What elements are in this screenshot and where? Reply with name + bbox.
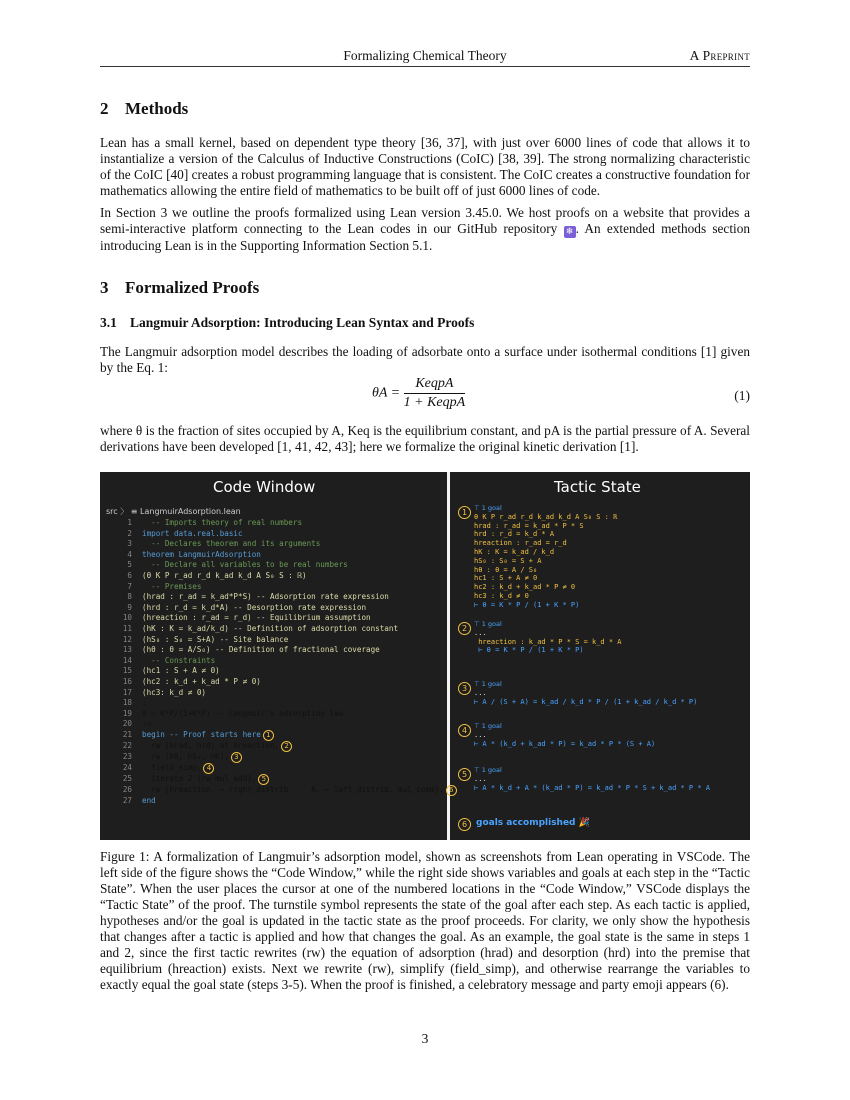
- step-badge-4: 4: [458, 724, 471, 737]
- code-line[interactable]: [106, 571, 457, 582]
- code-line[interactable]: [106, 719, 457, 730]
- code-line[interactable]: [106, 592, 457, 603]
- code-text: iterate 2 {rw mul_add},: [142, 773, 257, 783]
- line-number: 27: [122, 795, 132, 805]
- tactic-line: ⊢ A / (S + A) = k_ad / k_d * P / (1 + k_ad / k_d * P): [474, 697, 698, 706]
- line-number: 15: [122, 666, 132, 676]
- tactic-state-block: [474, 766, 710, 792]
- code-text: -- Imports theory of real numbers: [142, 518, 303, 527]
- tactic-line: hrad : r_ad = k_ad * P * S: [474, 521, 584, 530]
- code-line[interactable]: [106, 603, 457, 614]
- step-badge-2: 2: [458, 622, 471, 635]
- equation-lhs: θA =: [372, 385, 401, 401]
- line-number: 13: [122, 645, 132, 655]
- tactic-line: ...: [474, 628, 487, 637]
- tactic-line: hS₀ : S₀ = S + A: [474, 556, 542, 565]
- methods-paragraph-1: Lean has a small kernel, based on dependent type theory [36, 37], with just over 6000 lines of code that allows it to instantialize a version of the Calculus of Inductive Constructions (CoIC) [38, 39]. The strong normalizing characteristic of the CoIC [40] creates a robust programming language that is consistent. The CoIC creates a constructive foundation for mathematics allowing the entire field of mathematics to be built off of just 6000 lines of code.: [100, 135, 751, 198]
- code-text: -- Declares theorem and its arguments: [142, 539, 321, 549]
- code-line[interactable]: [106, 677, 457, 688]
- goal-count: ⊤ 1 goal: [474, 766, 502, 774]
- section-methods-heading: 2 Methods: [100, 99, 189, 118]
- code-line[interactable]: [106, 688, 457, 699]
- equation-denominator: 1 + KeqpA: [403, 395, 466, 410]
- line-number: 19: [122, 708, 132, 718]
- code-text: rw [hθ, hS₀, hK],: [142, 751, 229, 761]
- code-text: (hc1 : S + A ≠ 0): [142, 666, 220, 676]
- step-badge-3: 3: [231, 752, 242, 763]
- tactic-line: ⊢ A * k_d + A * (k_ad * P) = k_ad * P * S + k_ad * P * A: [474, 783, 711, 792]
- code-line[interactable]: [106, 741, 457, 752]
- code-line[interactable]: [106, 709, 457, 720]
- goals-accomplished-message: goals accomplished 🎉: [476, 818, 590, 828]
- line-number: 22: [122, 740, 132, 750]
- code-text: :=: [142, 719, 152, 729]
- code-text: -- Declare all variables to be real numbers: [142, 560, 348, 570]
- code-line[interactable]: [106, 635, 457, 646]
- code-line[interactable]: [106, 582, 457, 593]
- step-badge-6: 6: [458, 818, 471, 831]
- tactic-line: ...: [474, 688, 487, 697]
- tactic-line: hθ : θ = A / S₀: [474, 565, 538, 574]
- step-badge-2: 2: [281, 741, 292, 752]
- tactic-line: ⊢ θ = K * P / (1 + K * P): [474, 600, 580, 609]
- code-line[interactable]: [106, 785, 457, 796]
- tactic-line: hreaction : k_ad * P * S = k_d * A: [474, 637, 622, 646]
- code-text: -- Constraints: [142, 655, 216, 665]
- line-number: 7: [127, 581, 132, 591]
- code-line[interactable]: [106, 539, 457, 550]
- code-line[interactable]: [106, 550, 457, 561]
- line-number: 21: [122, 729, 132, 739]
- methods-paragraph-2: In Section 3 we outline the proofs formalized using Lean version 3.45.0. We host proofs on a website that provides a semi-interactive platform connecting to the Lean codes in our GitHub repository ❄ . An extended methods section introducing Lean is in the Supporting Information Section 5.1.: [100, 205, 751, 253]
- line-number: 17: [122, 687, 132, 697]
- line-number: 12: [122, 634, 132, 644]
- tactic-line: ⊢ A * (k_d + k_ad * P) = k_ad * P * (S + A): [474, 739, 656, 748]
- tactic-line: θ K P r_ad r_d k_ad k_d A S₀ S : ℝ: [474, 512, 618, 521]
- goal-count: ⊤ 1 goal: [474, 504, 502, 512]
- file-breadcrumb[interactable]: src 〉 ≡ LangmuirAdsorption.lean: [106, 507, 241, 516]
- line-number: 25: [122, 773, 132, 783]
- langmuir-intro-paragraph: The Langmuir adsorption model describes the loading of adsorbate onto a surface under isothermal conditions [1] given by the Eq. 1:: [100, 344, 750, 375]
- code-text: (hrd : r_d = k_d*A) -- Desorption rate expression: [142, 602, 367, 612]
- header-preprint: A Preprint: [689, 48, 750, 63]
- code-text: (hrad : r_ad = k_ad*P*S) -- Adsorption rate expression: [142, 592, 389, 602]
- running-header: [100, 48, 750, 66]
- code-line[interactable]: [106, 666, 457, 677]
- equation-numerator: KeqpA: [404, 376, 466, 394]
- code-text: -- Premises: [142, 581, 202, 591]
- goal-count: ⊤ 1 goal: [474, 722, 502, 730]
- code-line[interactable]: [106, 529, 457, 540]
- tactic-state-block: [474, 722, 655, 748]
- tactic-line: ...: [474, 774, 487, 783]
- equation-1: [100, 376, 750, 416]
- line-number: 24: [122, 762, 132, 772]
- code-text: (hS₀ : S₀ = S+A) -- Site balance: [142, 634, 289, 644]
- tactic-line: hc1 : S + A ≠ 0: [474, 574, 538, 583]
- code-text: (hc3: k_d ≠ 0): [142, 687, 207, 697]
- line-number: 10: [122, 613, 132, 623]
- code-line[interactable]: [106, 518, 457, 529]
- tactic-state-block: [474, 620, 622, 655]
- line-number: 14: [122, 655, 132, 665]
- code-text: import data.real.basic: [142, 528, 243, 538]
- line-number: 18: [122, 698, 132, 708]
- code-line[interactable]: [106, 752, 457, 763]
- code-text: (θ K P r_ad r_d k_ad k_d A S₀ S : ℝ): [142, 570, 307, 580]
- line-number: 5: [127, 560, 132, 570]
- section-proofs-heading: 3 Formalized Proofs: [100, 278, 260, 297]
- step-badge-4: 4: [203, 763, 214, 774]
- code-text: (hK : K = k_ad/k_d) -- Definition of adsorption constant: [142, 623, 399, 633]
- line-number: 4: [127, 549, 132, 559]
- code-text: field_simp,: [142, 762, 202, 772]
- tactic-line: hc3 : k_d ≠ 0: [474, 591, 529, 600]
- code-line[interactable]: [106, 763, 457, 774]
- tactic-line: hreaction : r_ad = r_d: [474, 539, 567, 548]
- line-number: 11: [122, 623, 132, 633]
- step-badge-5: 5: [258, 774, 269, 785]
- code-line[interactable]: [106, 624, 457, 635]
- step-badge-3: 3: [458, 682, 471, 695]
- tactic-state-title: Tactic State: [554, 478, 641, 496]
- langmuir-definition-paragraph: where θ is the fraction of sites occupied by A, Keq is the equilibrium constant, and pA is the partial pressure of A. Several derivations have been developed [1, 41, 42, 43]; here we formalize the original kinetic derivation [1].: [100, 423, 750, 454]
- figure-1-lean-screenshot: [100, 472, 750, 840]
- code-editor[interactable]: [106, 518, 457, 806]
- code-line[interactable]: [106, 645, 457, 656]
- line-number: 8: [127, 592, 132, 602]
- line-number: 1: [127, 518, 132, 527]
- code-line[interactable]: [106, 656, 457, 667]
- line-number: 16: [122, 676, 132, 686]
- equation-label: (1): [734, 388, 750, 403]
- code-text: :: [142, 698, 147, 708]
- line-number: 3: [127, 539, 132, 549]
- line-number: 9: [127, 602, 132, 612]
- subsection-langmuir-heading: 3.1 Langmuir Adsorption: Introducing Lean Syntax and Proofs: [100, 315, 475, 330]
- step-badge-1: 1: [263, 730, 274, 741]
- code-line[interactable]: [106, 774, 457, 785]
- tactic-line: hK : K = k_ad / k_d: [474, 547, 555, 556]
- tactic-line: ⊢ θ = K * P / (1 + K * P): [474, 646, 584, 655]
- goal-count: ⊤ 1 goal: [474, 680, 502, 688]
- header-rule: [100, 66, 750, 67]
- tactic-line: ...: [474, 730, 487, 739]
- header-title: Formalizing Chemical Theory: [343, 48, 507, 63]
- line-number: 26: [122, 784, 132, 794]
- tactic-state-block: [474, 680, 697, 706]
- code-text: begin -- Proof starts here: [142, 729, 261, 739]
- code-line[interactable]: [106, 613, 457, 624]
- step-badge-5: 5: [458, 768, 471, 781]
- line-number: 20: [122, 719, 132, 729]
- page-number: 3: [421, 1031, 429, 1046]
- line-number: 23: [122, 751, 132, 761]
- step-badge-1: 1: [458, 506, 471, 519]
- tactic-state-block: [474, 504, 617, 610]
- code-text: (hreaction : r_ad = r_d) -- Equilibrium assumption: [142, 613, 371, 623]
- line-number: 2: [127, 528, 132, 538]
- code-line[interactable]: [106, 560, 457, 571]
- github-link-icon[interactable]: ❄: [564, 226, 576, 238]
- code-text: (hθ : θ = A/S₀) -- Definition of fractional coverage: [142, 645, 380, 655]
- code-line[interactable]: [106, 698, 457, 709]
- tactic-line: hc2 : k_d + k_ad * P ≠ 0: [474, 583, 576, 592]
- goal-count: ⊤ 1 goal: [474, 620, 502, 628]
- code-text: rw [hreaction, ← right_distrib _ _ A, ← left_distrib, mul_comm],: [142, 784, 444, 794]
- code-text: rw [hrad, hrd] at hreaction,: [142, 740, 280, 750]
- code-text: θ = K*P/(1+K*P) -- Langmuir's adsorption law: [142, 708, 344, 718]
- code-window-title: Code Window: [213, 478, 316, 496]
- code-text: theorem LangmuirAdsorption: [142, 549, 261, 559]
- code-text: end: [142, 795, 156, 805]
- step-badge-6: 6: [446, 785, 457, 796]
- code-text: (hc2 : k_d + k_ad * P ≠ 0): [142, 676, 261, 686]
- line-number: 6: [127, 570, 132, 580]
- tactic-line: hrd : r_d = k_d * A: [474, 530, 555, 539]
- figure-1-caption: Figure 1: A formalization of Langmuir’s adsorption model, shown as screenshots from Lean operating in VSCode. The left side of the figure shows the “Code Window,” while the right side shows variables and goals at each step in the “Tactic State”. When the user places the cursor at one of the numbered locations in the “Code Window,” VSCode displays the “Tactic State” of the proof. The turnstile symbol represents the state of the goal after each step. As each tactic is applied, hypotheses and/or the goal is updated in the tactic state as the proof proceeds. For clarity, we only show the hypothesis that changes after a tactic is applied and how that changes the goal. As an example, the goal state is the same in steps 1 and 2, since the first tactic rewrites (rw) the equation of adsorption (hrad) and desorption (hrd) into the premise that equilibrium (hreaction) exists. Next we rewrite (rw), simplify (field_simp), and otherwise rearrange the variables to exactly equal the goal state (steps 3-5). When the proof is finished, a celebratory message and party emoji appears (6).: [100, 849, 750, 992]
- code-line[interactable]: [106, 796, 457, 807]
- code-line[interactable]: [106, 730, 457, 741]
